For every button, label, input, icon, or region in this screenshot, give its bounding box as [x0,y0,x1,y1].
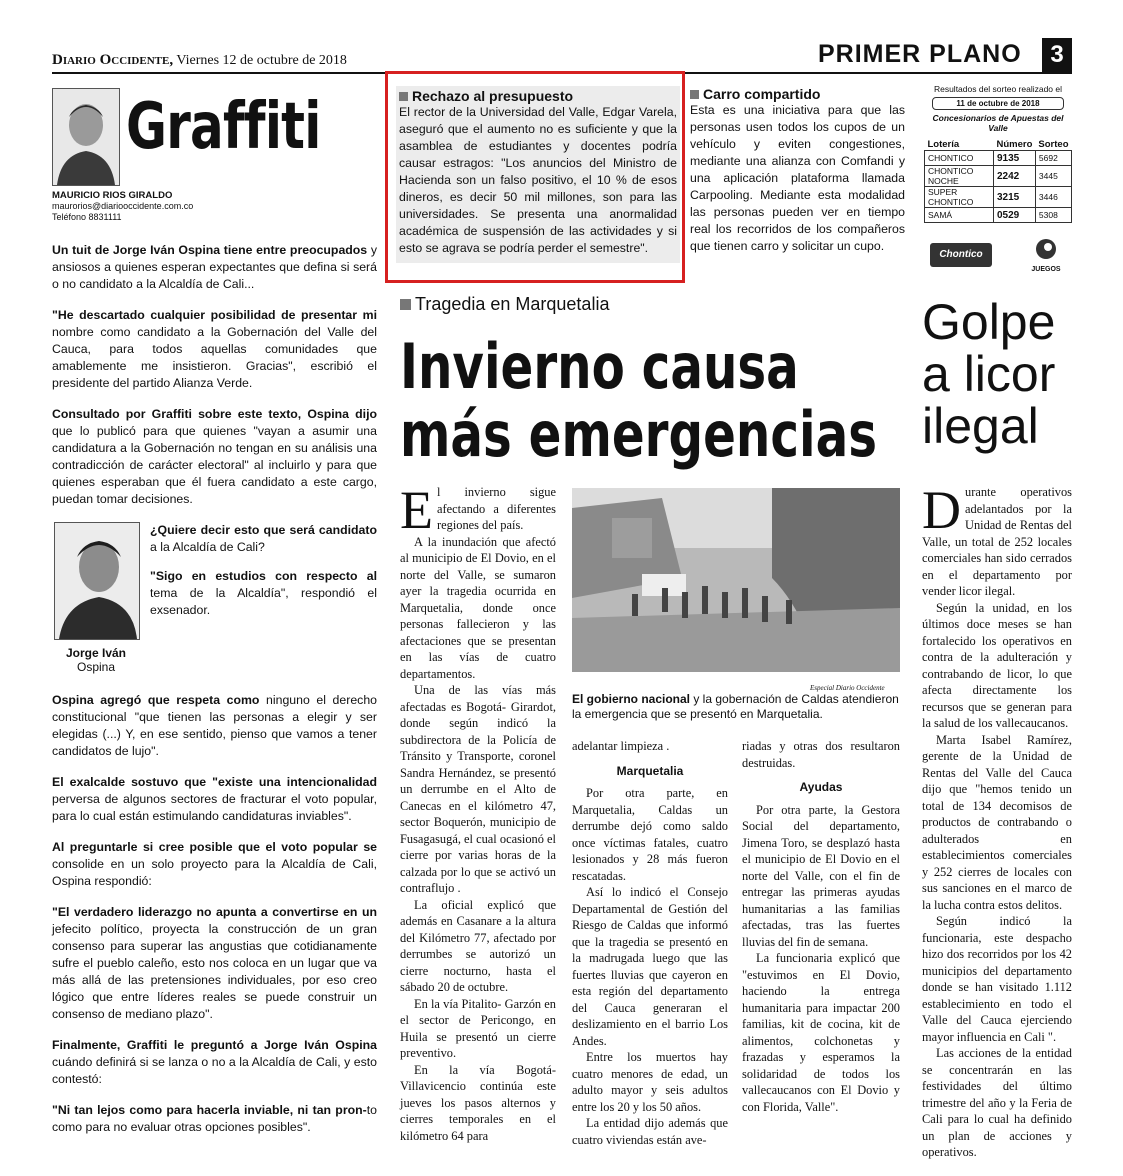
brief-text: El rector de la Universidad del Valle, Edgar Varela, aseguró que el aumento no es suficiente y que la asamblea de estudiantes y docentes podría causar estragos: "Los anuncios del Ministro de Hacienda son un falso positivo, el 10 % de esos dineros, es decir 50 mil millones, son para las universidades. Se presenta una anormalidad académica de suspensión de las actividades y si esto se agrava se podría perder el semestre". [399,105,677,255]
main-headline-line1: Invierno causa [400,330,799,403]
brief-rechazo [396,86,680,263]
lottery-title: Resultados del sorteo realizado el [933,84,1063,94]
portrait-icon [55,523,139,639]
author-photo [52,88,120,186]
dropcap: E [400,480,433,540]
lottery-box [924,84,1072,273]
graffiti-paragraph: Consultado por Graffiti sobre este texto, Ospina dijo que lo publicó para que quienes "vayan a asumir una candidatura a la Gobernación no tengan en su análisis una contradicción de carácter electoral" al incluirlo y para que quienes esperaban que él fuera candidato a este cargo, puedan tomar decisiones. [52,407,377,506]
table-row: SUPER CHONTICO 3215 3446 [925,187,1072,208]
juegos-logo-icon [1034,237,1058,261]
graffiti-paragraph: Finalmente, Graffiti le preguntó a Jorge Iván Ospina cuándo definirá si se lanza o no a la Alcaldía de Cali, y esto contestó: [52,1038,377,1086]
graffiti-paragraph: ¿Quiere decir esto que será candidato a la Alcaldía de Cali? [150,523,377,554]
ospina-block [52,522,377,692]
side-column: Durante operativos adelantados por la Unidad de Rentas del Valle, un total de 252 locales comerciales han sido cerrados en el departamento por vender licor ilegal. Según la unidad, en los últimos doce meses se han fortalecido los operativos en contra de la adulteración y contrabando de licor, lo que afecta directamente los recursos que se generan para la salud de los vallecaucanos. Marta Isabel Ramírez, gerente de la Unidad de Rentas del Valle del Cauca dijo que "hemos tenido un total de 134 decomisos de productos de contrabando o adulterados en establecimientos comerciales y 252 cierres de locales con sus sanciones en el marco de la lucha contra estos delitos. Según indicó la funcionaria, este despacho hizo dos recorridos por los 42 municipios del departamento donde se han visitado 1.112 establecimiento en todo el Valle del Cauca ejerciendo mayor influencia en Cali ". Las acciones de la entidad se concentrarán en las festividades del último trimestre del año y la Feria de Cali para lo cual ha definido un plan de acciones y operativos. [922,480,1072,1159]
author-credits [52,190,372,223]
author-name: MAURICIO RIOS GIRALDO [52,190,173,201]
main-column-2: adelantar limpieza . Marquetalia Por otra parte, en Marquetalia, Caldas un derrumbe dejó como saldo once víctimas fatales, cuatro lesionados y 28 más fueron rescatadas. Así lo indicó el Consejo Departamental de Gestión del Riesgo de Caldas que informó que la tragedia se presentó en la madrugada luego que las fuertes lluvias que cayeron en esta región del departamento del Cauca generaran el deslizamiento en el barrio Los Andes. Entre los muertos hay cuatro menores de edad, un adulto mayor y seis adultos entre los 20 y los 50 años. La entidad dijo además que cuatro viviendas están ave- [572,739,728,1147]
subhead: Ayudas [799,780,843,794]
lottery-org: Concesionarios de Apuestas del Valle [932,113,1064,133]
bullet-square-icon [400,299,411,310]
ospina-caption: Jorge Iván Ospina [65,646,127,674]
graffiti-paragraph: Un tuit de Jorge Iván Ospina tiene entre preocupados y ansiosos a quienes esperan expectantes que defina si será o no candidato a la Alcaldía de Cali... [52,243,377,291]
section-title: PRIMER PLANO [818,40,1022,68]
main-column-3: riadas y otras dos resultaron destruidas. Ayudas Por otra parte, la Gestora Social del departamento, Jimena Toro, se desplazó hasta el municipio de El Dovio en el norte del Valle, con el fin de entregar las primeras ayudas humanitarias a las familias afectadas, tras las fuertes lluvias del fin de semana. La funcionaria explicó que "estuvimos en El Dovio, haciendo la entrega humanitaria para impactar 200 familias, kit de cocina, kit de alimentos, colchonetas y frazadas y esperamos la solidaridad de todos los vallecaucanos con El Dovio y con Florida, Valle". [742,739,900,1114]
graffiti-paragraph: "Sigo en estudios con respecto al tema de la Alcaldía", respondió el exsenador. [150,569,377,617]
graffiti-title: Graffiti [126,90,321,164]
landslide-photo [572,488,900,672]
chontico-logo: Chontico [930,243,992,267]
side-headline: Golpe a licor ilegal [922,294,1056,454]
graffiti-paragraph: "Ni tan lejos como para hacerla inviable, ni tan pron-to como para no evaluar otras opciones posibles". [52,1103,377,1134]
juegos-logo: JUEGOS [1028,237,1064,273]
table-row: CHONTICO NOCHE 2242 3445 [925,166,1072,187]
masthead [52,52,347,69]
brief-title: Rechazo al presupuesto [412,88,574,104]
table-row: CHONTICO 9135 5692 [925,151,1072,166]
subhead: Marquetalia [616,763,684,778]
graffiti-paragraph: Al preguntarle si cree posible que el voto popular se consolide en un solo proyecto para la Alcaldía de Cali, Ospina respondió: [52,840,377,888]
landslide-scene-icon [572,488,900,672]
main-column-1: El invierno sigue afectando a diferentes regiones del país. A la inundación que afectó al municipio de El Dovio, en el norte del Valle, se sumaron ayer la tragedia ocurrida en Marquetalia, donde once personas fallecieron y las afectaciones que se presentan en las vías de cuatro departamentos. Una de las vías más afectadas es Bogotá- Girardot, donde según indicó la subdirectora de la Policía de Tránsito y Transporte, coronel Sandra Hernández, se presentó un derrumbe en el Alto de Canecas en el kilómetro 47, sector Boquerón, municipio de Fusagasugá, el cual ocasionó el cierre por varias horas de la calzada por lo que se activó un contraflujo . La oficial explicó que además en Casanare a la altura del Kilómetro 77, afectado por derrumbes se autorizó un cierre nocturno, hasta el sábado 20 de octubre. En la vía Pitalito- Garzón en el sector de Pericongo, en Huila se presentó un cierre preventivo. En la vía Bogotá- Villavicencio continúa este jueves los pasos alternos y cierres temporales en el kilómetro 64 para [400,480,556,1143]
table-row: SAMÁ 0529 5308 [925,208,1072,223]
graffiti-paragraph: "He descartado cualquier posibilidad de presentar mi nombre como candidato a la Gobernación del Valle del Cauca, para todos aquellas comunidades que amablemente me insistieron. Gracias", escribió el presidente del partido Alianza Verde. [52,308,377,390]
ospina-photo [54,522,140,640]
brief-title: Carro compartido [703,86,821,102]
dropcap: D [922,480,961,540]
bullet-square-icon [399,92,408,101]
main-headline-line2: más emergencias [400,398,877,471]
author-email: maurorios@diariooccidente.com.co [52,201,194,211]
kicker: Tragedia en Marquetalia [400,294,609,315]
graffiti-paragraph: "El verdadero liderazgo no apunta a convertirse en un jefecito político, proyecta la construcción de un gran consenso para superar las angustias que cotidianamente sufre el pueblo caleño, esto nos coloca en un lugar que va más allá de las pretensiones individuales, por eso creo lógico que entre líderes reales se puede construir un consenso de mediano plazo". [52,905,377,1021]
table-header: Lotería Número Sorteo [927,139,1069,150]
page-number: 3 [1042,38,1072,72]
photo-caption: El gobierno nacional y la gobernación de Caldas atendieron la emergencia que se presentó en Marquetalia. [572,692,899,721]
author-phone: Teléfono 8831111 [52,212,122,222]
issue-date: Viernes 12 de octubre de 2018 [176,53,347,68]
graffiti-column [52,242,377,1150]
graffiti-paragraph: El exalcalde sostuvo que "existe una intencionalidad perversa de algunos sectores de fracturar el voto popular, para lo cual están estimulando candidaturas inviables". [52,775,377,823]
paper-name: Diario Occidente, [52,52,174,68]
lottery-table [924,139,1072,223]
graffiti-paragraph: Ospina agregó que respeta como ninguno el derecho constitucional "que tienen las personas a elegir y ser elegidas (...) Y, en ese sentido, pienso que vamos a tener candidatos de lujo". [52,693,377,758]
author-portrait-icon [53,89,119,185]
bullet-square-icon [690,90,699,99]
lottery-date: 11 de octubre de 2018 [932,97,1064,110]
brief-carro [690,86,905,255]
photo-credit: Especial Diario Occidente [810,684,885,692]
brief-text: Esta es una iniciativa para que las personas usen todos los cupos de un vehículo y eviten congestiones, mediante una alianza con Comfandi y una aplicación plataforma llamada Carpooling. Mediante esta modalidad las personas pueden ver en tiempo real los recorridos de los compañeros que tienen carro y solicitar un cupo. [690,103,905,253]
